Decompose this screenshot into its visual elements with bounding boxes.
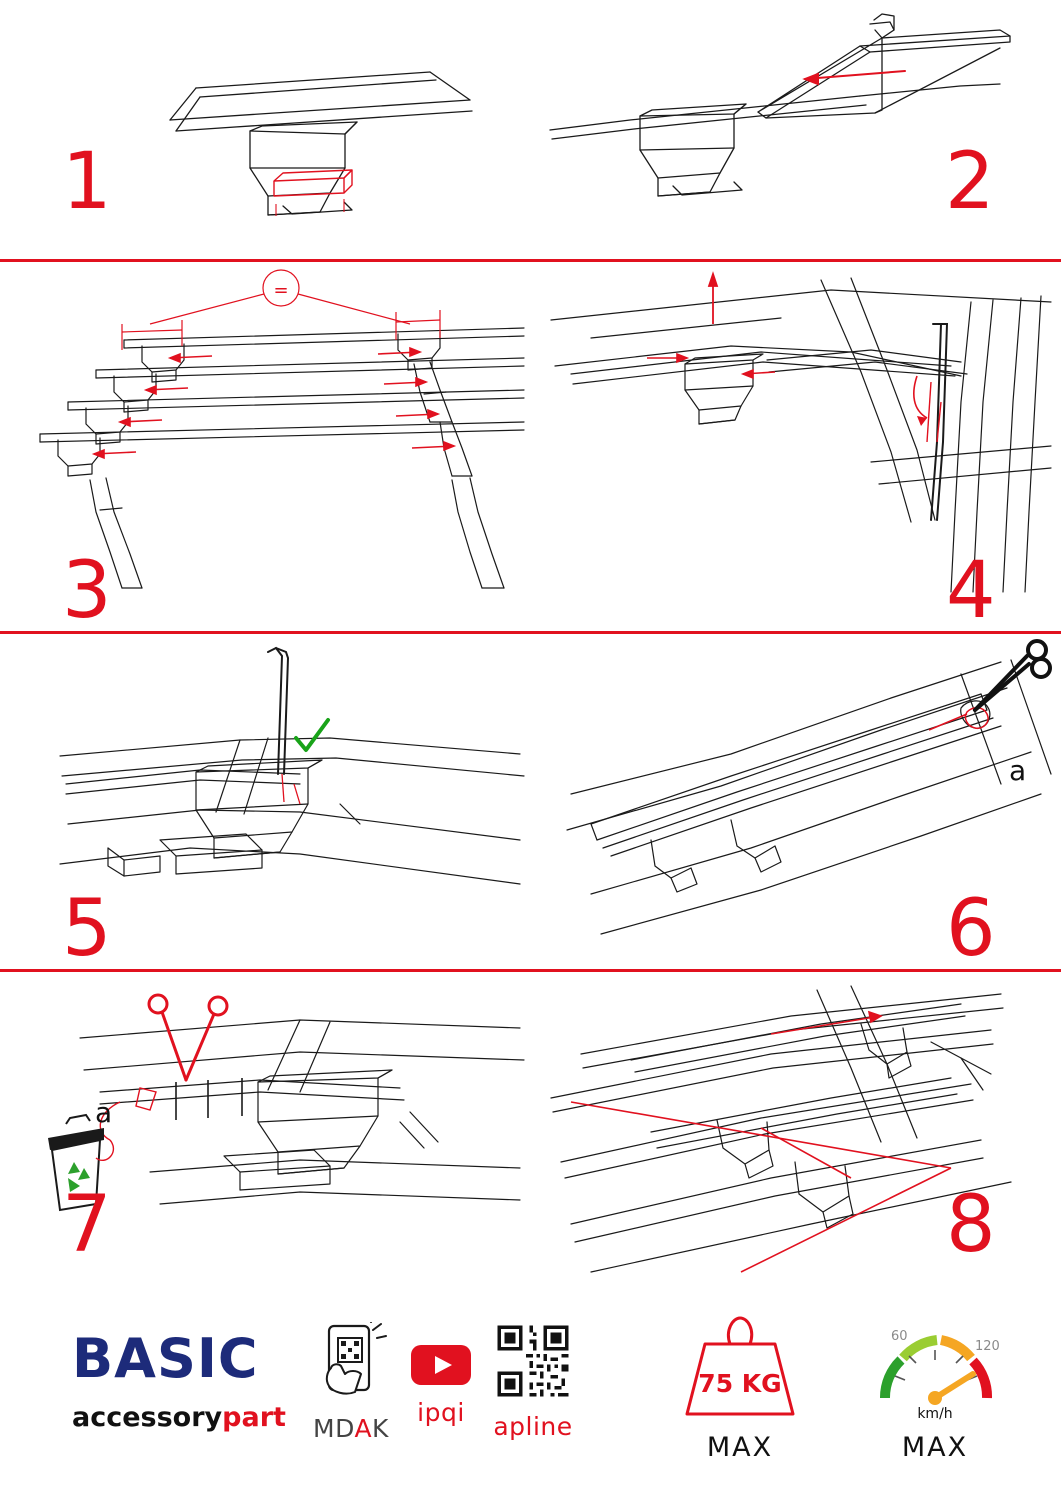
brand-tagline-main: accessory [72,1402,223,1433]
brand-tagline [72,1402,286,1433]
logo-ipqi-caption [396,1398,486,1427]
weight-max-label: MAX [706,1432,774,1463]
speed-scale-min: 60 [891,1329,908,1344]
logo-mdak-caption-main: MD [313,1414,355,1443]
footer-bar [0,1290,1061,1500]
logo-ipqi[interactable] [396,1340,486,1427]
logo-apline-caption [478,1412,588,1441]
logo-apline[interactable] [478,1322,588,1441]
limit-speed [855,1306,1015,1463]
step-number-8: 8 [946,1180,995,1270]
step-panel-7 [0,972,531,1290]
weight-icon [675,1306,805,1426]
brand-block [72,1327,286,1433]
speed-unit: km/h [917,1406,953,1422]
label-a-step6: a [1009,754,1027,787]
brand-name: BASIC [72,1327,259,1390]
qr-scan-hand-icon [311,1322,391,1402]
step-panel-1 [0,0,530,259]
step-panel-2 [530,0,1061,259]
limit-weight [660,1306,820,1463]
brand-tagline-accent: part [222,1402,286,1433]
logo-apline-caption-accent: l [525,1412,533,1441]
step-number-4: 4 [946,546,995,631]
step-panel-8 [531,972,1061,1290]
logo-mdak [296,1322,406,1443]
step-number-1: 1 [62,137,111,227]
logo-ipqi-caption-main: ipqi [417,1398,465,1427]
step-number-3: 3 [62,546,111,631]
step-number-6: 6 [946,884,995,969]
step-panel-3 [0,262,531,631]
logo-mdak-caption [296,1414,406,1443]
speedometer-icon [865,1306,1005,1426]
step-panel-6 [531,634,1061,969]
step-number-7: 7 [62,1180,111,1270]
speed-scale-max: 120 [975,1339,1000,1354]
step-panel-5 [0,634,531,969]
label-a-step7: a [95,1096,113,1129]
step-number-2: 2 [945,137,994,227]
weight-value: 75 KG [698,1369,782,1398]
youtube-icon[interactable] [410,1340,472,1386]
svg-text:=: = [273,280,289,301]
logo-mdak-caption-accent: A [354,1414,373,1443]
logo-apline-caption-main: ap [493,1412,526,1441]
step-number-5: 5 [62,884,111,969]
logo-mdak-caption-tail: K [372,1414,389,1443]
qr-code-icon[interactable] [494,1322,572,1400]
step-panel-4 [531,262,1061,631]
speed-max-label: MAX [901,1432,969,1463]
logo-apline-caption-tail: ine [532,1412,573,1441]
